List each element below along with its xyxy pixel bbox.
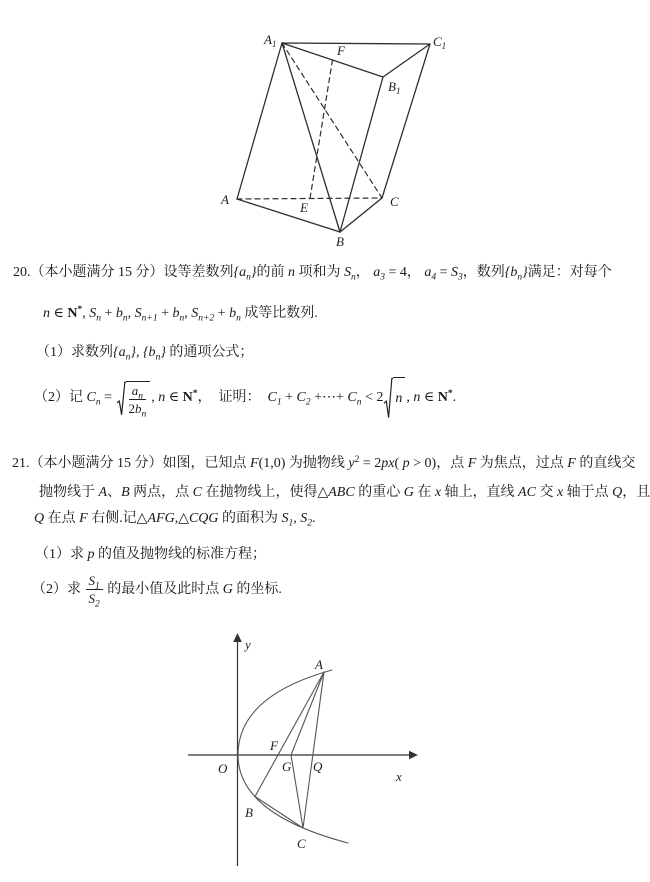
segment-a1-c-dashed xyxy=(282,43,382,198)
x-axis-arrow xyxy=(409,751,418,759)
y-axis-arrow xyxy=(233,633,242,642)
problem21-line2: 抛物线于 A、B 两点，点 C 在抛物线上，使得△ABC 的重心 G 在 x 轴上，直线 AC 交 x 轴于点 Q，且 xyxy=(39,485,650,500)
radical-sign-icon xyxy=(117,381,126,416)
chord-a-b xyxy=(255,672,324,797)
edge-top-face xyxy=(282,43,430,77)
parabola-label-B: B xyxy=(245,805,253,820)
segment-f-e-dashed xyxy=(310,60,333,199)
prism-label-A1: $A_1$ xyxy=(264,32,277,49)
fraction: $\frac{S_1}{S_2}$ xyxy=(86,573,103,606)
prism-label-B: B xyxy=(336,234,344,249)
prism-figure xyxy=(180,20,450,255)
problem21-line3: Q 在点 F 右侧.记△AFG,△CQG 的面积为 $S_1$, $S_2$. xyxy=(34,511,316,529)
curves-and-chords xyxy=(238,670,348,843)
axes xyxy=(188,640,410,866)
parabola-label-C: C xyxy=(297,836,306,851)
edge-b-c xyxy=(340,198,382,232)
problem20-line1: 20.（本小题满分 15 分）设等差数列$\{a_n\}$的前 n 项和为 $S_n$， $a_3 = 4$， $a_4 = S_3$，数列$\{b_n\}$满足：对每个 xyxy=(13,265,612,283)
problem20-line4: （2）记 $C_n$ = $\frac{a_n}{2b_n}$ , n ∈ N*， 证明： $C_1 + C_2$ +⋯+ $C_n < 2$ n , n ∈ N*. xyxy=(34,377,456,419)
edge-c1-c xyxy=(382,44,430,198)
segment-a-c xyxy=(303,672,324,828)
problem21-line1: 21.（本小题满分 15 分）如图，已知点 F(1,0) 为抛物线 $y^2 = 2px$( p > 0)，点 F 为焦点，过点 F 的直线交 xyxy=(12,455,636,471)
edge-a-b xyxy=(237,199,340,232)
parabola-label-Q: Q xyxy=(313,759,323,774)
prism-label-B1: $B_1$ xyxy=(388,79,401,96)
parabola-label-G: G xyxy=(282,759,292,774)
problem21-line4: （1）求 p 的值及抛物线的标准方程； xyxy=(35,547,266,562)
segment-g-c xyxy=(291,755,303,828)
problem20-line3: （1）求数列$\{a_n\}$, $\{b_n\}$ 的通项公式； xyxy=(36,345,254,363)
parabola-label-O: O xyxy=(218,761,228,776)
fraction: $\frac{a_n}{2b_n}$ xyxy=(128,382,147,419)
prism-label-F: F xyxy=(337,43,345,58)
prism-label-A: A xyxy=(221,192,229,207)
segment-a-g xyxy=(291,672,324,755)
edge-a1-a xyxy=(237,43,282,199)
prism-solid-edges xyxy=(237,43,430,232)
problem20-line2: n ∈ N*, $S_n + b_n$, $S_{n+1} + b_n$, $S_{n+2} + b_n$ 成等比数列. xyxy=(43,305,318,324)
prism-label-C: C xyxy=(390,194,399,209)
parabola-label-x: x xyxy=(396,769,402,784)
problem21-line5: （2）求 $\frac{S_1}{S_2}$ 的最小值及此时点 G 的坐标. xyxy=(32,573,282,610)
parabola-figure xyxy=(180,625,425,875)
radical xyxy=(117,381,151,419)
parabola-label-A: A xyxy=(315,657,323,672)
radical-sign-icon xyxy=(384,377,393,419)
prism-hidden-edges xyxy=(237,43,382,199)
chord-b-c xyxy=(255,797,303,829)
prism-label-C1: $C_1$ xyxy=(433,34,447,51)
radical: n xyxy=(384,377,405,419)
parabola-curve xyxy=(238,670,348,843)
parabola-label-y: y xyxy=(245,637,251,652)
edge-b1-b xyxy=(340,77,383,232)
parabola-label-F: F xyxy=(270,738,278,753)
prism-label-E: E xyxy=(300,200,308,215)
segment-a1-b xyxy=(282,43,340,232)
